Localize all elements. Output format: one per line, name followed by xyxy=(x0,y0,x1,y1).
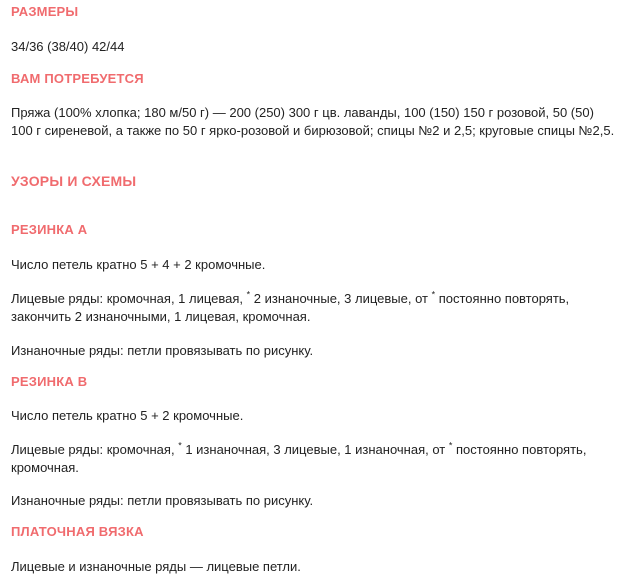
sizes-heading: РАЗМЕРЫ xyxy=(11,4,79,19)
garter-text: Лицевые и изнаночные ряды — лицевые петли. xyxy=(11,559,301,574)
materials-heading: ВАМ ПОТРЕБУЕТСЯ xyxy=(11,71,144,86)
garter-heading: ПЛАТОЧНАЯ ВЯЗКА xyxy=(11,524,144,539)
rib-b-knit-rows: Лицевые ряды: кромочная, * 1 изнаночная, 3 лицевые, 1 изнаночная, от * постоянно повторять, кромочная. xyxy=(11,440,587,475)
rib-a-stitch-count: Число петель кратно 5 + 4 + 2 кромочные. xyxy=(11,257,266,272)
sizes-value: 34/36 (38/40) 42/44 xyxy=(11,39,125,54)
materials-text: Пряжа (100% хлопка; 180 м/50 г) — 200 (250) 300 г цв. лаванды, 100 (150) 150 г розовой, 50 (50) 100 г сиреневой, а также по 50 г ярко-розовой и бирюзовой; спицы №2 и 2,5; круговые спицы №2,5. xyxy=(11,105,615,138)
rib-b-stitch-count: Число петель кратно 5 + 2 кромочные. xyxy=(11,408,244,423)
rib-a-knit-rows: Лицевые ряды: кромочная, 1 лицевая, * 2 изнаночные, 3 лицевые, от * постоянно повторять, закончить 2 изнаночными, 1 лицевая, кромочная. xyxy=(11,289,570,324)
rib-a-purl-rows: Изнаночные ряды: петли провязывать по рисунку. xyxy=(11,343,314,358)
rib-a-heading: РЕЗИНКА А xyxy=(11,222,88,237)
rib-b-purl-rows: Изнаночные ряды: петли провязывать по рисунку. xyxy=(11,493,314,508)
rib-b-heading: РЕЗИНКА В xyxy=(11,374,88,389)
patterns-heading: УЗОРЫ И СХЕМЫ xyxy=(11,173,137,189)
